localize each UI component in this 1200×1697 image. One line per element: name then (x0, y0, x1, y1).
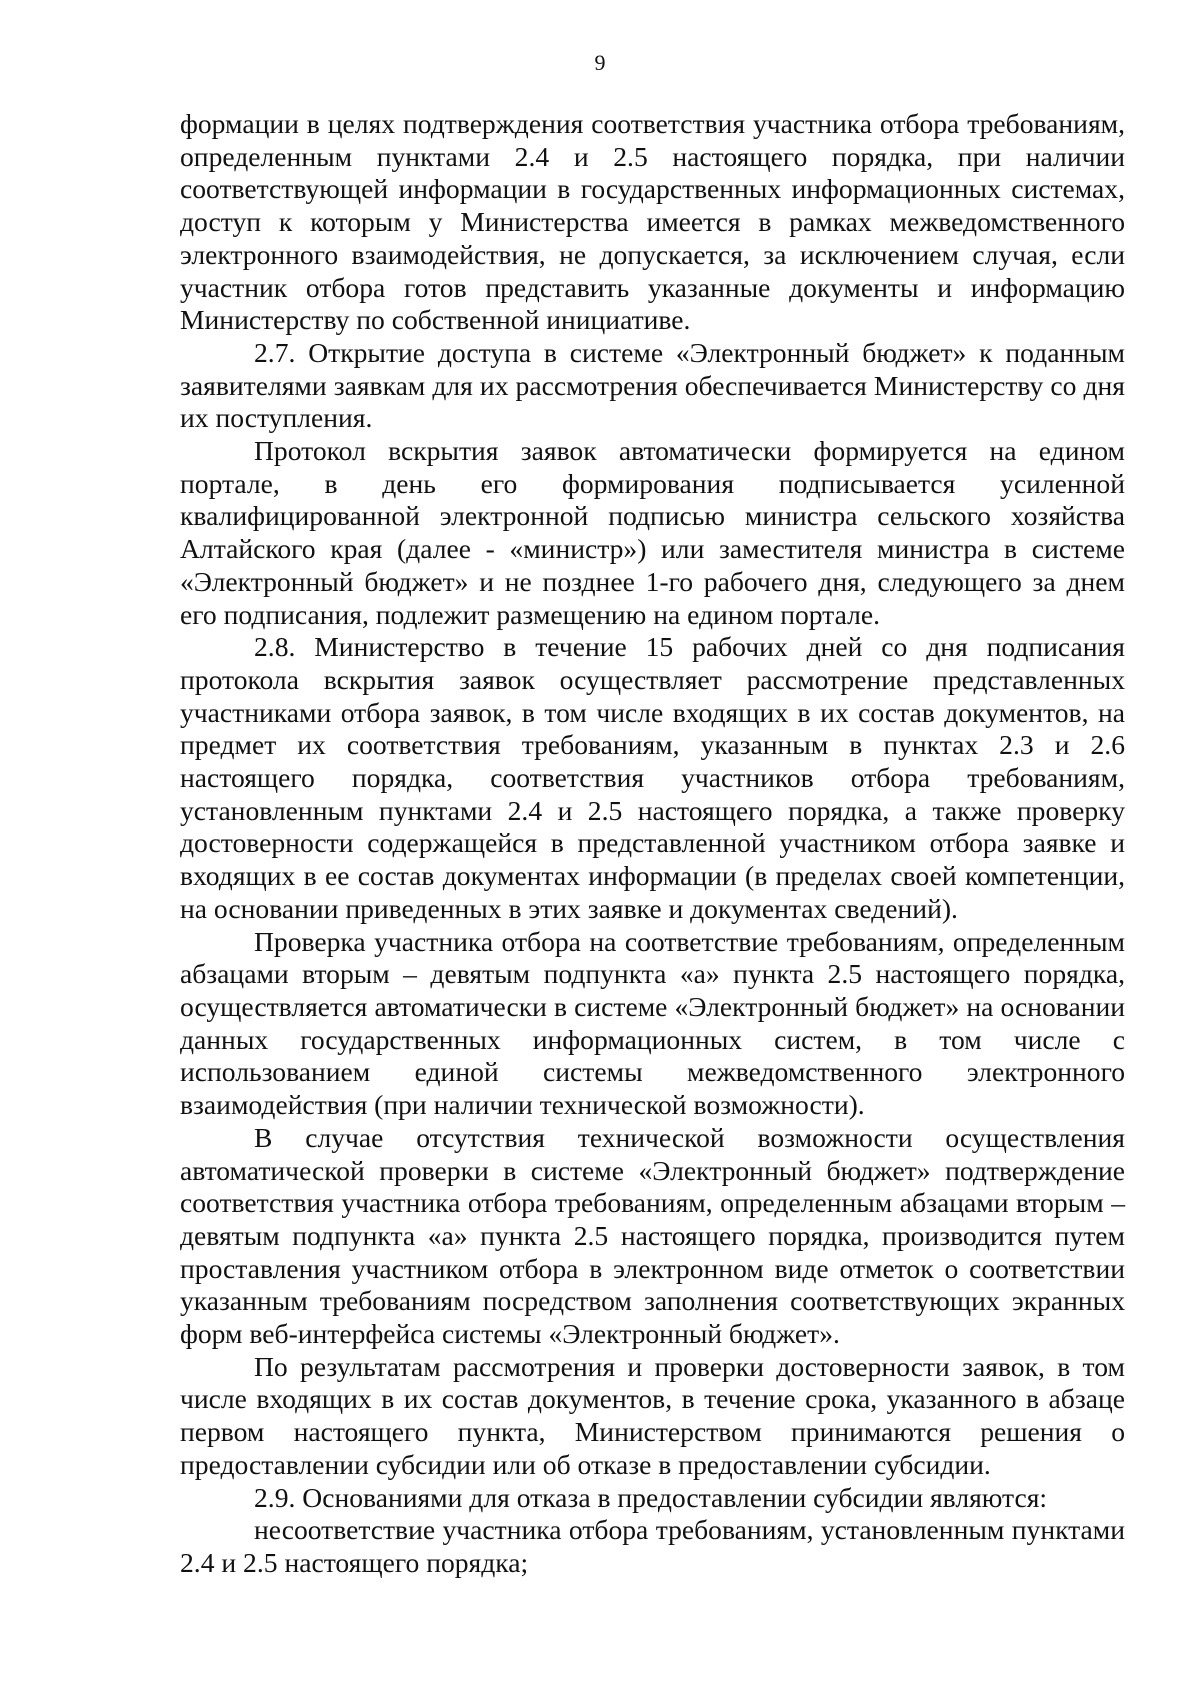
document-body (180, 108, 1125, 1580)
paragraph-results: По результатам рассмотрения и проверки достоверности заявок, в том числе входящих в их состав документов, в течение срока, указанного в абзаце первом настоящего пункта, Министерством принимаются решения о предоставлении субсидии или об отказе в предоставлении субсидии. (180, 1350, 1125, 1480)
paragraph-refusal-ground: несоответствие участника отбора требованиям, установленным пунктами 2.4 и 2.5 настоящего порядка; (180, 1514, 1125, 1578)
paragraph-continuation: формации в целях подтверждения соответствия участника отбора требованиям, определенным пунктами 2.4 и 2.5 настоящего порядка, при наличии соответствующей информации в государственных информационных системах, доступ к которым у Министерства имеется в рамках межведомственного электронного взаимодействия, не допускается, за исключением случая, если участник отбора готов представить указанные документы и информацию Министерству по собственной инициативе. (180, 108, 1125, 336)
page-number: 9 (594, 50, 606, 75)
paragraph-manual-check: В случае отсутствия технической возможности осуществления автоматической проверки в системе «Электронный бюджет» подтверждение соответствия участника отбора требованиям, определенным абзацами вторым – девятым подпункта «а» пункта 2.5 настоящего порядка, производится путем проставления участником отбора в электронном виде отметок о соответствии указанным требованиям посредством заполнения соответствующих экранных форм веб-интерфейса системы «Электронный бюджет». (180, 1121, 1125, 1350)
paragraph-2-9: 2.9. Основаниями для отказа в предоставлении субсидии являются: (254, 1481, 1048, 1513)
paragraph-2-8: 2.8. Министерство в течение 15 рабочих дней со дня подписания протокола вскрытия заявок осуществляет рассмотрение представленных участниками отбора заявок, в том числе входящих в их состав документов, на предмет их соответствия требованиям, указанным в пунктах 2.3 и 2.6 настоящего порядка, соответствия участников отбора требованиям, установленным пунктами 2.4 и 2.5 настоящего порядка, а также проверку достоверности содержащейся в представленной участником отбора заявке и входящих в ее состав документах информации (в пределах своей компетенции, на основании приведенных в этих заявке и документах сведений). (180, 631, 1125, 924)
paragraph-2-7: 2.7. Открытие доступа в системе «Электронный бюджет» к поданным заявителями заявкам для их рассмотрения обеспечивается Министерству со дня их поступления. (180, 336, 1125, 434)
paragraph-verification: Проверка участника отбора на соответствие требованиям, определенным абзацами вторым – девятым подпункта «а» пункта 2.5 настоящего порядка, осуществляется автоматически в системе «Электронный бюджет» на основании данных государственных информационных систем, в том числе с использованием единой системы межведомственного электронного взаимодействия (при наличии технической возможности). (180, 925, 1125, 1121)
paragraph-protocol: Протокол вскрытия заявок автоматически формируется на едином портале, в день его формирования подписывается усиленной квалифицированной электронной подписью министра сельского хозяйства Алтайского края (далее - «министр») или заместителя министра в системе «Электронный бюджет» и не позднее 1-го рабочего дня, следующего за днем его подписания, подлежит размещению на едином портале. (180, 435, 1125, 630)
